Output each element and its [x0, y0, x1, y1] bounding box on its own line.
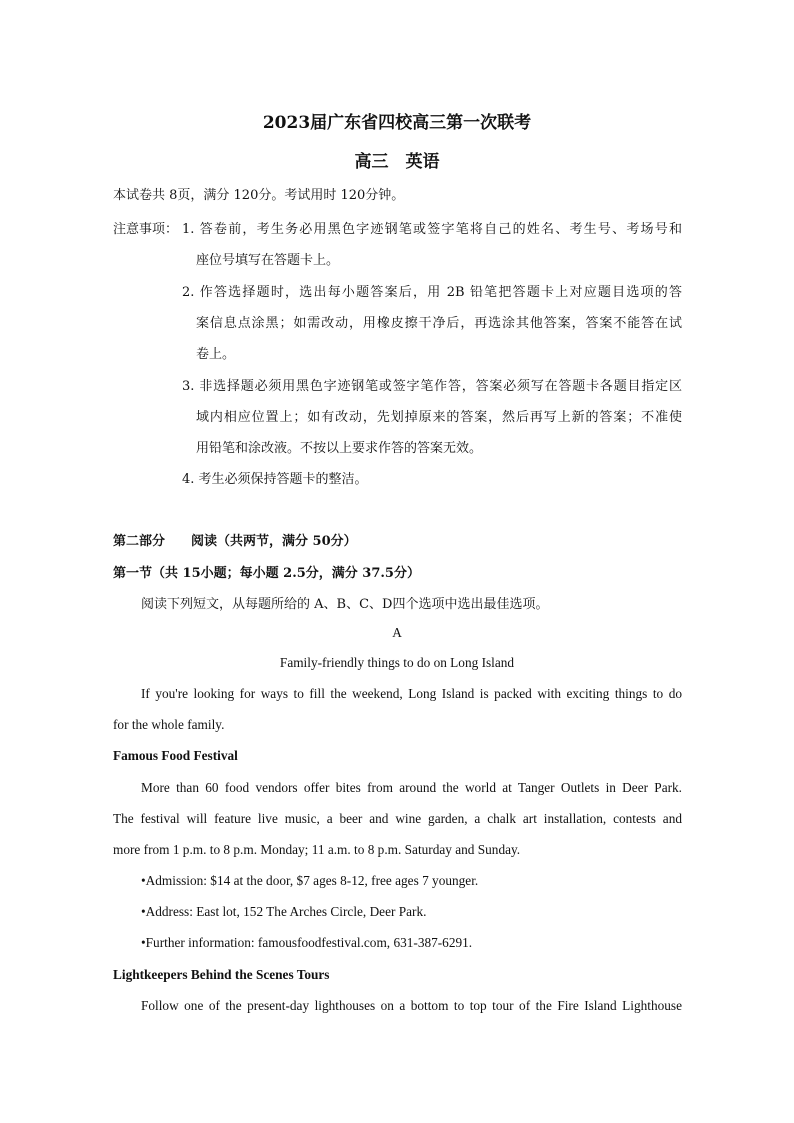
exam-title: 2023届广东省四校高三第一次联考 — [262, 113, 532, 133]
passage-letter: A — [392, 625, 402, 640]
passage-p2-line-2: The festival will feature live music, a beer and wine garden, a chalk art installation, contests and — [113, 811, 682, 826]
bullet-further-information: •Further information: famousfoodfestival.com, 631-387-6291. — [141, 935, 473, 950]
notes-label: 注意事项： — [113, 222, 179, 237]
passage-p1-line-2: for the whole family. — [113, 717, 225, 732]
passage-title: Family-friendly things to do on Long Island — [279, 655, 515, 670]
note-item-4: 4. 考生必须保持答题卡的整洁。 — [182, 472, 368, 487]
note-item-3-line-1: 3. 非选择题必须用黑色字迹钢笔或签字笔作答，答案必须写在答题卡各题目指定区 — [182, 379, 682, 394]
passage-p2-line-3: more from 1 p.m. to 8 p.m. Monday; 11 a.m. to 8 p.m. Saturday and Sunday. — [113, 842, 521, 857]
section-heading-food-festival: Famous Food Festival — [113, 748, 238, 763]
note-item-1-line-1: 1. 答卷前，考生务必用黑色字迹钢笔或签字笔将自己的姓名、考生号、考场号和 — [182, 222, 682, 237]
note-item-2-line-1: 2. 作答选择题时，选出每小题答案后，用 2B 铅笔把答题卡上对应题目选项的答 — [182, 285, 683, 300]
section-one-heading: 第一节（共 15小题；每小题 2.5分，满分 37.5分） — [113, 566, 420, 581]
section-heading-lightkeepers: Lightkeepers Behind the Scenes Tours — [113, 967, 330, 982]
exam-subtitle: 高三 英语 — [354, 152, 440, 172]
note-item-2-line-2: 案信息点涂黑；如需改动，用橡皮擦干净后，再选涂其他答案，答案不能答在试 — [196, 316, 682, 331]
passage-p2-line-1: More than 60 food vendors offer bites from around the world at Tanger Outlets in Deer Park. — [141, 780, 682, 795]
note-item-1-line-2: 座位号填写在答题卡上。 — [196, 253, 340, 268]
bullet-address: •Address: East lot, 152 The Arches Circle, Deer Park. — [141, 904, 427, 919]
part-two-heading: 第二部分 阅读（共两节，满分 50分） — [113, 534, 357, 549]
note-item-2-line-3: 卷上。 — [196, 347, 236, 362]
passage-p1-line-1: If you're looking for ways to fill the weekend, Long Island is packed with exciting things to do — [141, 686, 682, 701]
bullet-admission: •Admission: $14 at the door, $7 ages 8-12, free ages 7 younger. — [141, 873, 479, 888]
reading-instruction: 阅读下列短文，从每题所给的 A、B、C、D四个选项中选出最佳选项。 — [141, 597, 549, 612]
passage-p3-line-1: Follow one of the present-day lighthouses on a bottom to top tour of the Fire Island Lighthouse — [141, 998, 682, 1013]
note-item-3-line-3: 用铅笔和涂改液。不按以上要求作答的答案无效。 — [196, 441, 483, 456]
note-item-3-line-2: 域内相应位置上；如有改动，先划掉原来的答案，然后再写上新的答案；不准使 — [196, 410, 682, 425]
intro-text: 本试卷共 8页，满分 120分。考试用时 120分钟。 — [113, 188, 405, 203]
